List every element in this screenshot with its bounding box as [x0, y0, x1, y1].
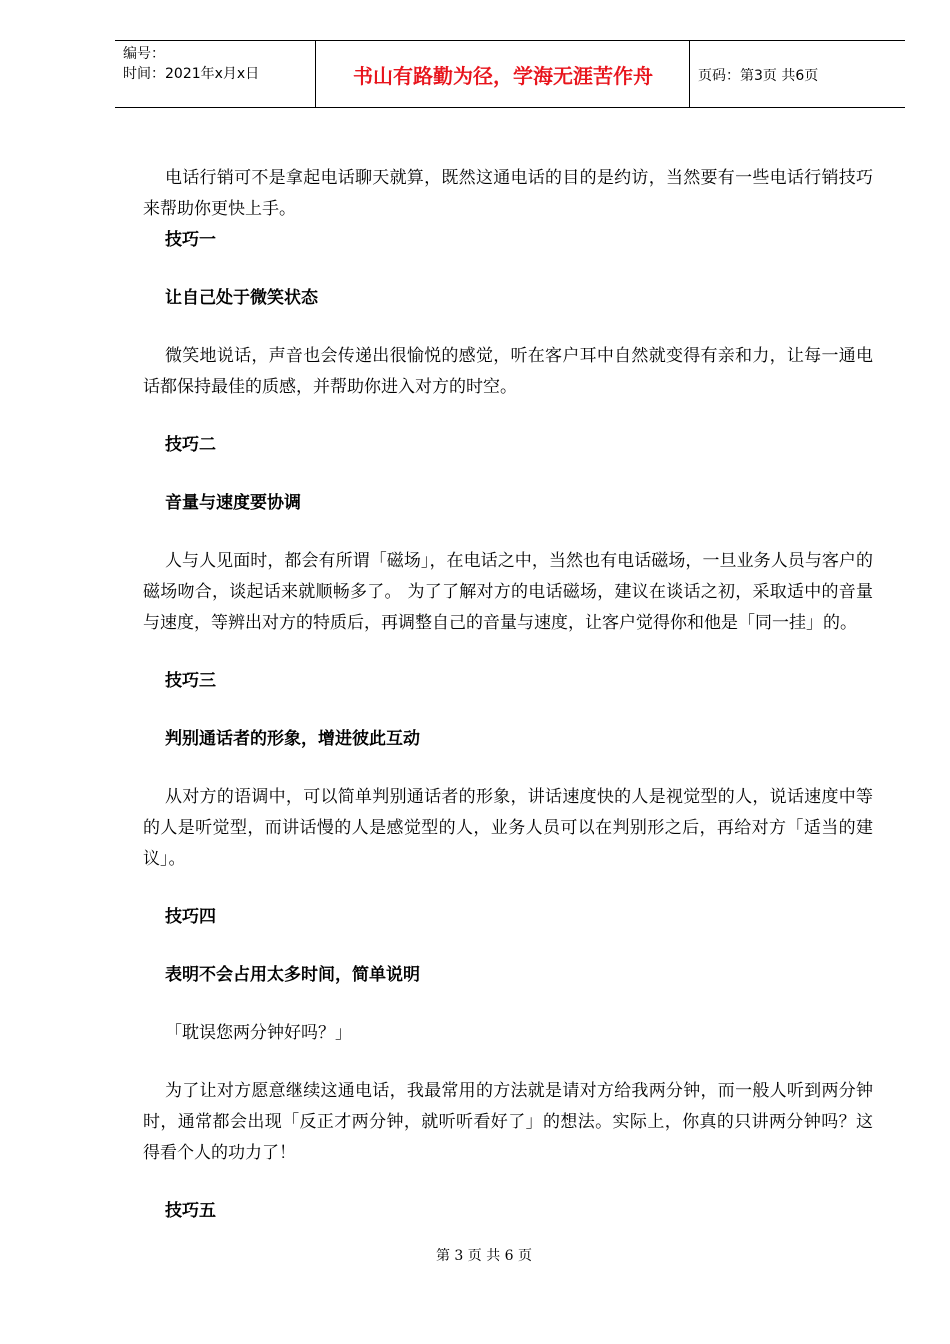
tip3-paragraph: 从对方的语调中，可以简单判别通话者的形象，讲话速度快的人是视觉型的人，说话速度中等的人是听觉型，而讲话慢的人是感觉型的人，业务人员可以在判别形之后，再给对方「适当的建议」。	[143, 787, 873, 869]
page-header	[115, 40, 905, 108]
page-footer: 第 3 页 共 6 页	[435, 1248, 533, 1264]
document-body	[143, 163, 873, 1227]
header-meta	[123, 44, 259, 84]
number-label: 编号：	[123, 46, 165, 62]
tip1-heading: 让自己处于微笑状态	[165, 288, 318, 308]
tip1-paragraph: 微笑地说话，声音也会传递出很愉悦的感觉，听在客户耳中自然就变得有亲和力，让每一通电话都保持最佳的质感，并帮助你进入对方的时空。	[143, 346, 873, 397]
time-label: 时间：2021年x月x日	[123, 66, 260, 82]
header-motto: 书山有路勤为径，学海无涯苦作舟	[353, 64, 653, 88]
tip2-paragraph: 人与人见面时，都会有所谓「磁场」，在电话之中，当然也有电话磁场，一旦业务人员与客户的磁场吻合，谈起话来就顺畅多了。 为了了解对方的电话磁场，建议在谈话之初，采取适中的音量与速度，等辨出对方的特质后，再调整自己的音量与速度，让客户觉得你和他是「同一挂」的。	[143, 551, 873, 633]
header-page-info: 页码：第3页 共6页	[698, 68, 819, 84]
tip4-title: 技巧四	[165, 907, 216, 927]
tip4-paragraph: 为了让对方愿意继续这通电话，我最常用的方法就是请对方给我两分钟，而一般人听到两分钟时，通常都会出现「反正才两分钟，就听听看好了」的想法。实际上，你真的只讲两分钟吗？这得看个人的功力了！	[143, 1081, 873, 1163]
tip4-quote: 「耽误您两分钟好吗？」	[165, 1023, 352, 1043]
intro-paragraph: 电话行销可不是拿起电话聊天就算，既然这通电话的目的是约访，当然要有一些电话行销技巧来帮助你更快上手。	[143, 168, 873, 219]
tip5-title: 技巧五	[165, 1201, 216, 1221]
tip2-heading: 音量与速度要协调	[165, 493, 301, 513]
tip1-title: 技巧一	[165, 230, 216, 250]
tip4-heading: 表明不会占用太多时间，简单说明	[165, 965, 420, 985]
tip2-title: 技巧二	[165, 435, 216, 455]
tip3-title: 技巧三	[165, 671, 216, 691]
header-divider	[689, 41, 690, 107]
tip3-heading: 判别通话者的形象，增进彼此互动	[165, 729, 420, 749]
